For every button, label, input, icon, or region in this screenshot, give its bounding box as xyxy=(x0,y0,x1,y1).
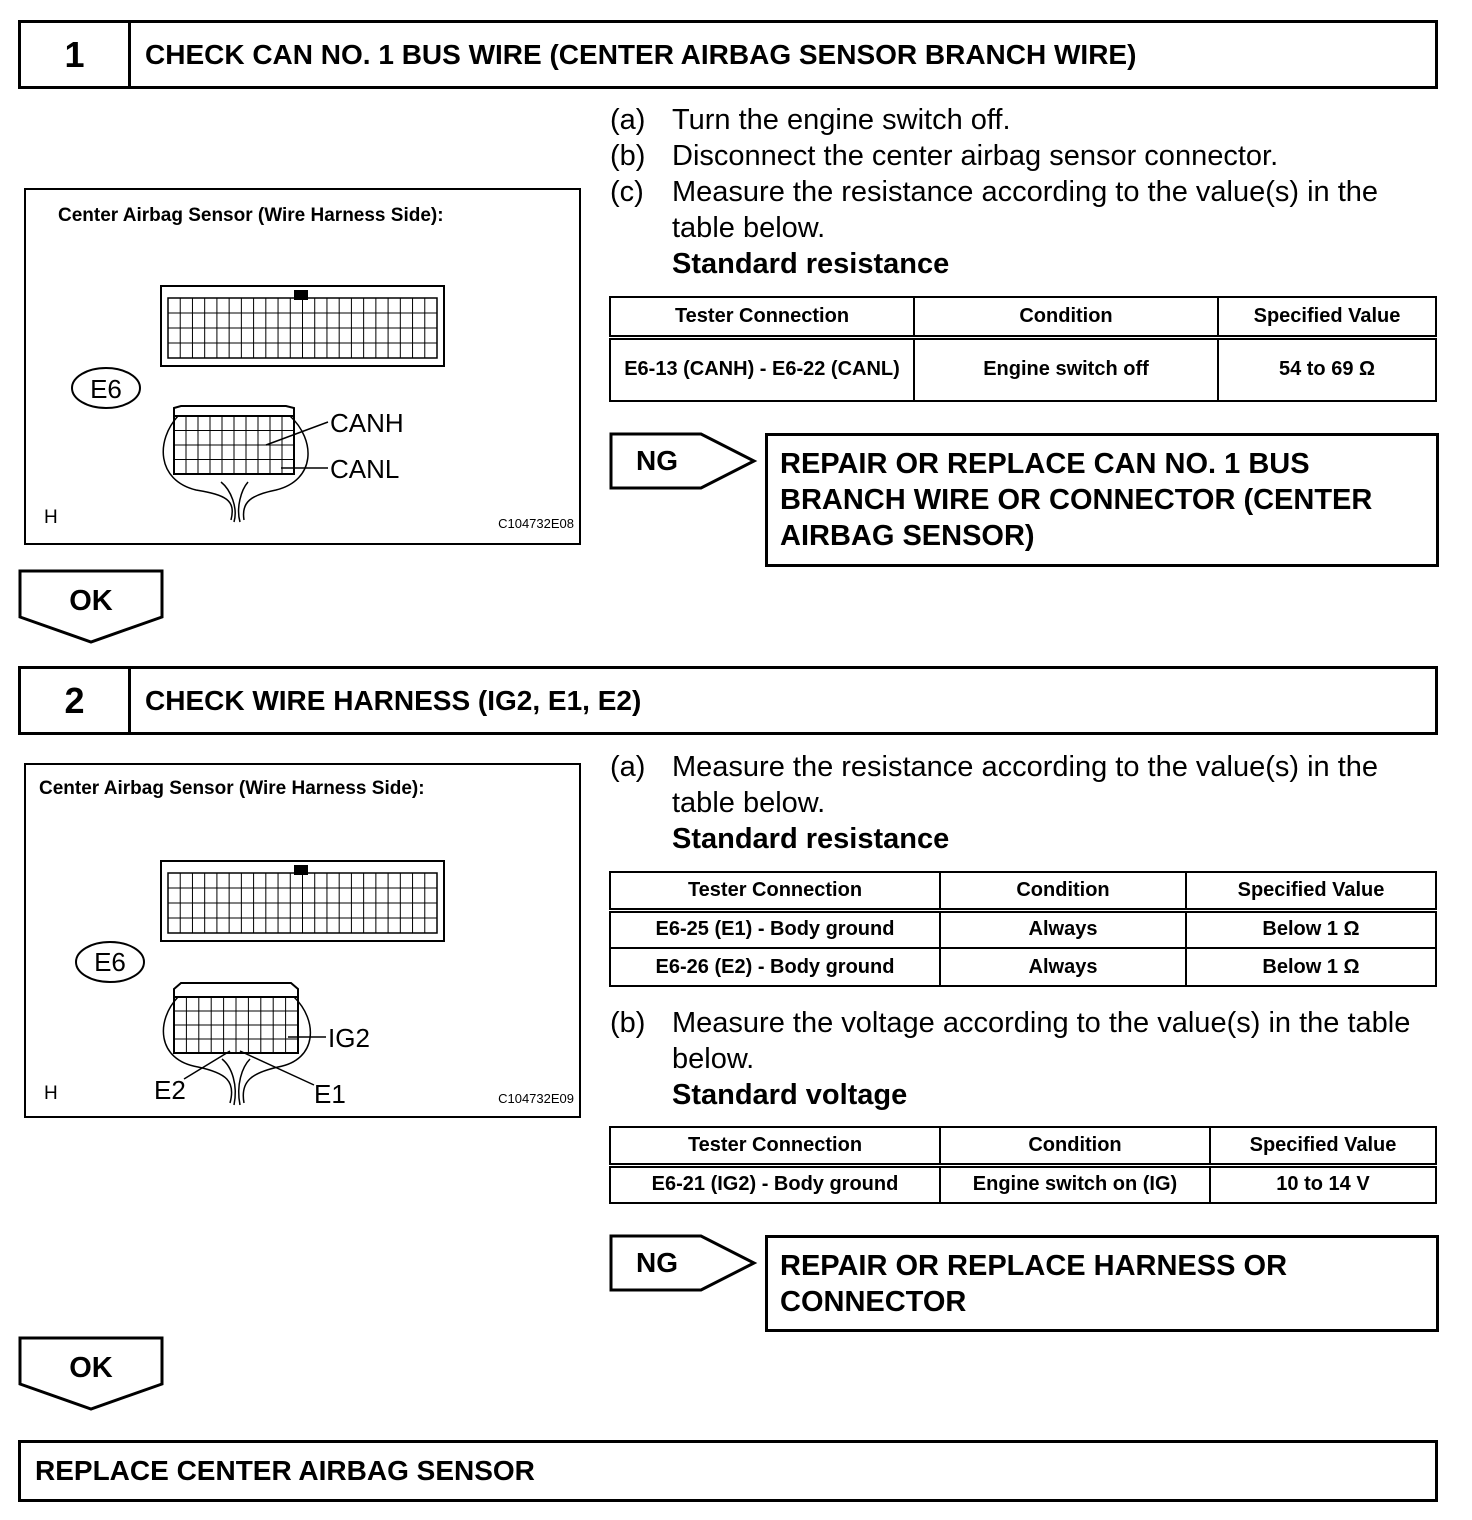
table-cell: 54 to 69 Ω xyxy=(1218,337,1436,401)
ok-label: OK xyxy=(69,585,113,617)
table-cell: Engine switch on (IG) xyxy=(940,1165,1210,1203)
figure-title: Center Airbag Sensor (Wire Harness Side): xyxy=(39,778,425,799)
final-title: REPLACE CENTER AIRBAG SENSOR xyxy=(35,1455,535,1486)
connector-label-e6: E6 xyxy=(90,374,122,404)
figure-corner-label: H xyxy=(44,1083,58,1104)
instruction-item xyxy=(610,102,1430,138)
ok-arrow xyxy=(18,569,164,645)
step1-figure xyxy=(24,188,581,545)
table-row xyxy=(610,910,1436,948)
instruction-item xyxy=(610,1005,1430,1077)
table-cell: Engine switch off xyxy=(914,337,1218,401)
table-header: Specified Value xyxy=(1210,1127,1436,1165)
table-header: Tester Connection xyxy=(610,297,914,337)
table-header: Specified Value xyxy=(1186,872,1436,910)
table-cell: Always xyxy=(940,948,1186,986)
pin-label-ig2: IG2 xyxy=(328,1023,370,1053)
table-header: Condition xyxy=(940,1127,1210,1165)
table-row xyxy=(610,948,1436,986)
figure-code: C104732E08 xyxy=(498,516,574,531)
instruction-text: Measure the resistance according to the value(s) in the table below. xyxy=(672,751,1379,819)
ng-label: NG xyxy=(636,445,678,476)
ok-arrow xyxy=(18,1336,164,1412)
step2-title: CHECK WIRE HARNESS (IG2, E1, E2) xyxy=(145,684,642,716)
table-header: Tester Connection xyxy=(610,1127,940,1165)
step2-instructions-b xyxy=(610,1005,1430,1113)
step1-instructions xyxy=(610,102,1430,282)
step2-number: 2 xyxy=(21,669,131,732)
table-cell: Below 1 Ω xyxy=(1186,910,1436,948)
figure-code: C104732E09 xyxy=(498,1091,574,1106)
instruction-label: (b) xyxy=(610,1007,646,1039)
standard-label: Standard resistance xyxy=(672,823,950,855)
step2-instructions-a xyxy=(610,749,1430,857)
step2-voltage-table xyxy=(609,1126,1437,1204)
ng-action-box: REPAIR OR REPLACE CAN NO. 1 BUS BRANCH WIRE OR CONNECTOR (CENTER AIRBAG SENSOR) xyxy=(765,433,1439,567)
instruction-label: (a) xyxy=(610,104,646,136)
step1-header xyxy=(18,20,1438,89)
step1-title: CHECK CAN NO. 1 BUS WIRE (CENTER AIRBAG SENSOR BRANCH WIRE) xyxy=(145,38,1137,70)
step1-number: 1 xyxy=(21,23,131,86)
figure-title: Center Airbag Sensor (Wire Harness Side): xyxy=(58,205,444,226)
ng-arrow xyxy=(609,1234,759,1294)
table-cell: 10 to 14 V xyxy=(1210,1165,1436,1203)
table-cell: Always xyxy=(940,910,1186,948)
pin-label-canh: CANH xyxy=(330,408,404,438)
table-cell: E6-21 (IG2) - Body ground xyxy=(610,1165,940,1203)
table-cell: E6-26 (E2) - Body ground xyxy=(610,948,940,986)
instruction-text: Disconnect the center airbag sensor connector. xyxy=(672,140,1279,172)
ng-action-box: REPAIR OR REPLACE HARNESS OR CONNECTOR xyxy=(765,1235,1439,1332)
table-header: Tester Connection xyxy=(610,872,940,910)
instruction-item xyxy=(610,138,1430,174)
standard-label: Standard voltage xyxy=(672,1079,908,1111)
instruction-label: (c) xyxy=(610,176,644,208)
step1-spec-table xyxy=(609,296,1437,402)
instruction-text: Turn the engine switch off. xyxy=(672,104,1011,136)
table-cell: E6-13 (CANH) - E6-22 (CANL) xyxy=(610,337,914,401)
instruction-label: (a) xyxy=(610,751,646,783)
table-header: Condition xyxy=(940,872,1186,910)
instruction-label: (b) xyxy=(610,140,646,172)
final-action-box xyxy=(18,1440,1438,1502)
connector-diagram xyxy=(26,765,581,1118)
step2-header xyxy=(18,666,1438,735)
connector-label-e6: E6 xyxy=(94,947,126,977)
pin-label-e1: E1 xyxy=(314,1079,346,1109)
table-header: Specified Value xyxy=(1218,297,1436,337)
step2-resistance-table xyxy=(609,871,1437,987)
pin-label-canl: CANL xyxy=(330,454,400,484)
standard-label: Standard resistance xyxy=(672,248,950,280)
instruction-text: Measure the voltage according to the value(s) in the table below. xyxy=(672,1007,1411,1075)
connector-diagram xyxy=(26,190,581,545)
instruction-text: Measure the resistance according to the value(s) in the table below. xyxy=(672,176,1379,244)
table-cell: E6-25 (E1) - Body ground xyxy=(610,910,940,948)
table-cell: Below 1 Ω xyxy=(1186,948,1436,986)
step2-figure xyxy=(24,763,581,1118)
pin-label-e2: E2 xyxy=(154,1075,186,1105)
ng-arrow xyxy=(609,432,759,492)
instruction-item xyxy=(610,174,1430,246)
figure-corner-label: H xyxy=(44,507,58,528)
table-row xyxy=(610,1165,1436,1203)
table-header: Condition xyxy=(914,297,1218,337)
ng-label: NG xyxy=(636,1247,678,1278)
table-row xyxy=(610,337,1436,401)
ok-label: OK xyxy=(69,1352,113,1384)
instruction-item xyxy=(610,749,1430,821)
